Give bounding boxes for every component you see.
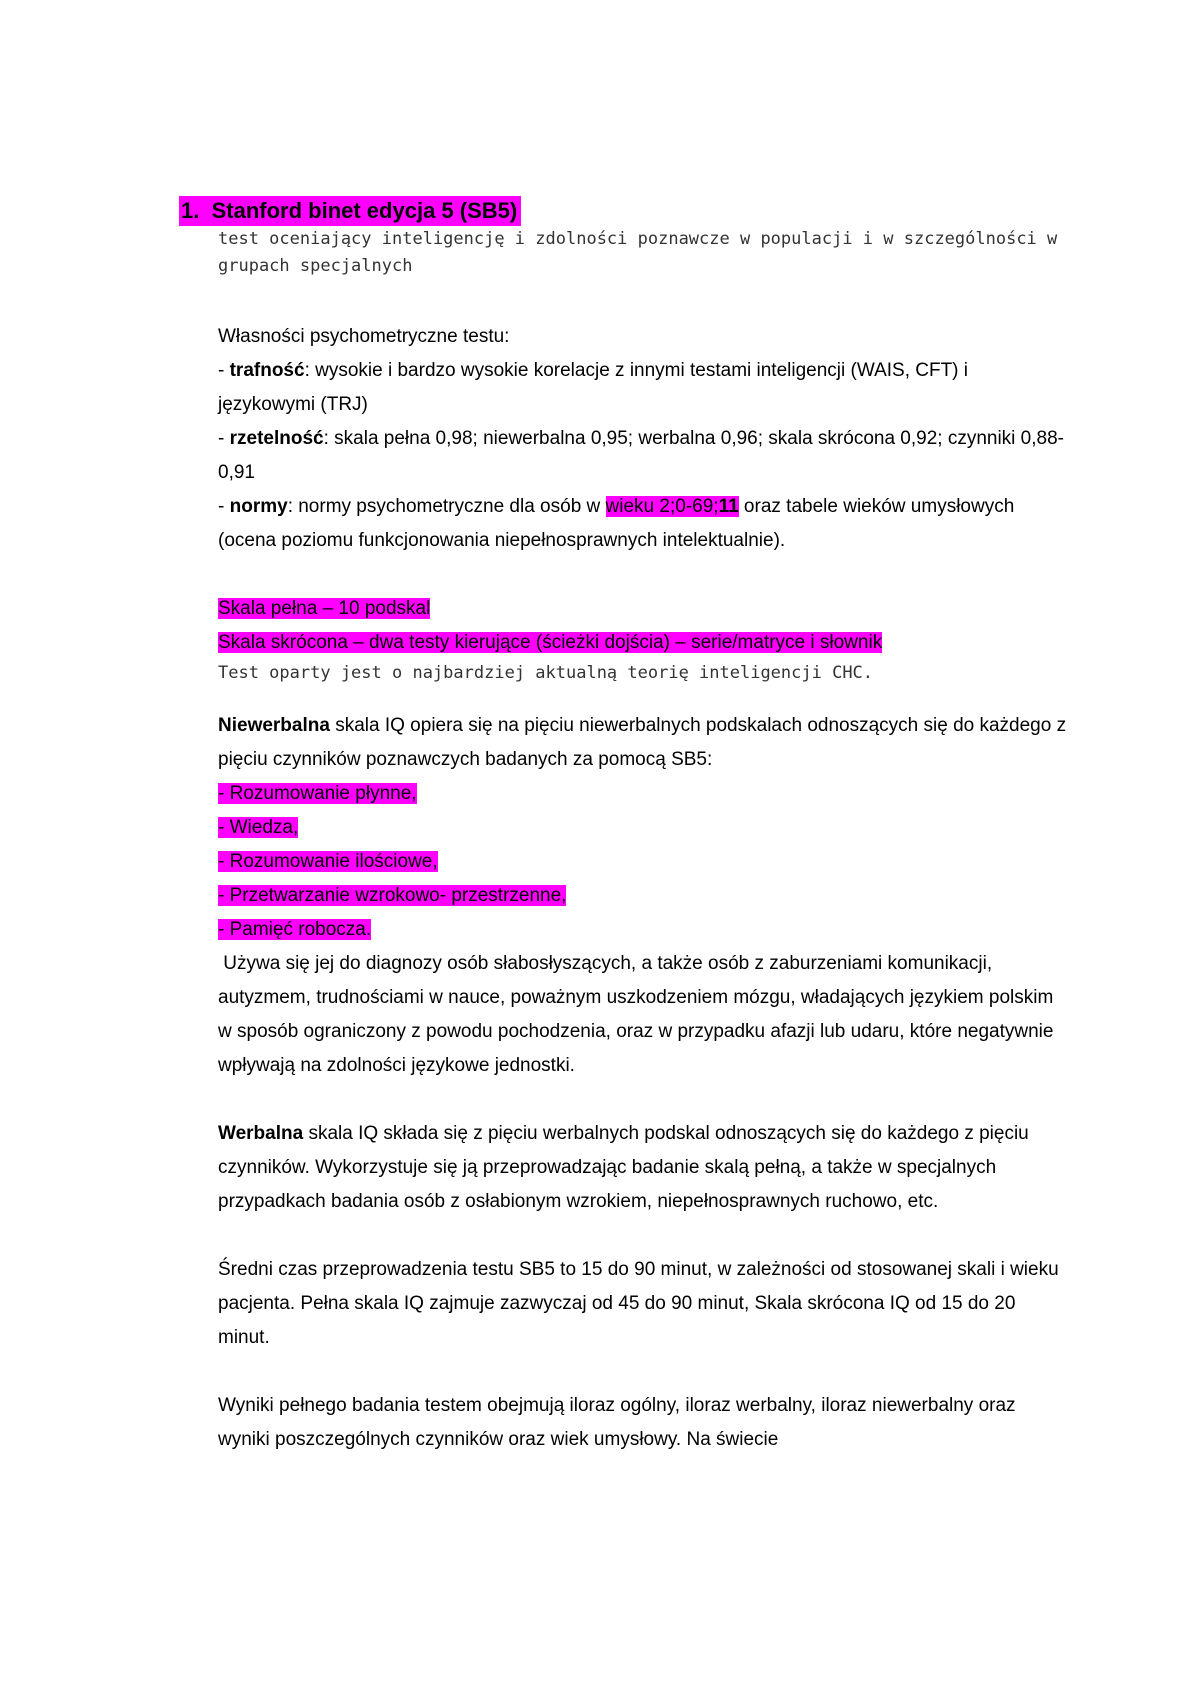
trafnosc-text: : wysokie i bardzo wysokie korelacje z innymi testami inteligencji (WAIS, CFT) i językowymi (TRJ) xyxy=(218,360,969,415)
normy-age-highlight: wieku 2;0-69; xyxy=(605,496,719,517)
intro-text: test oceniający inteligencję i zdolności poznawcze w populacji i w szczególności w grupach specjalnych xyxy=(218,229,1058,276)
heading-title: Stanford binet edycja 5 (SB5) xyxy=(211,198,518,223)
normy-age-highlight-bold: 11 xyxy=(718,496,739,517)
rzetelnosc-text: : skala pełna 0,98; niewerbalna 0,95; werbalna 0,96; skala skrócona 0,92; czynniki 0,88-0,91 xyxy=(218,428,1064,483)
verbal-text: skala IQ składa się z pięciu werbalnych podskal odnoszących się do każdego z pięciu czynników. Wykorzystuje się ją przeprowadzając badanie skalą pełną, a także w specjalnych przypadkach badania osób z osłabionym wzrokiem, niepełnosprawnych ruchowo, etc. xyxy=(218,1123,1029,1212)
normy-text-a: : normy psychometryczne dla osób w xyxy=(287,496,606,517)
trafnosc-label: trafność xyxy=(229,360,305,381)
property-rzetelnosc: - rzetelność: skala pełna 0,98; niewerbalna 0,95; werbalna 0,96; skala skrócona 0,92; czynniki 0,88-0,91 xyxy=(218,428,1064,483)
list-item: - Rozumowanie płynne, xyxy=(218,783,417,804)
normy-text-b: oraz tabele wieków umysłowych (ocena poziomu funkcjonowania niepełnosprawnych intelektualnie). xyxy=(218,496,1015,551)
nonverbal-paragraph xyxy=(218,709,1068,777)
scale-short: Skala skrócona – dwa testy kierujące (ścieżki dojścia) – serie/matryce i słownik xyxy=(218,632,883,653)
property-normy: - normy: normy psychometryczne dla osób w wieku 2;0-69;11 oraz tabele wieków umysłowych (ocena poziomu funkcjonowania niepełnosprawnych intelektualnie). xyxy=(218,496,1015,551)
verbal-paragraph xyxy=(218,1117,1068,1219)
time-paragraph: Średni czas przeprowadzenia testu SB5 to 15 do 90 minut, w zależności od stosowanej skali i wieku pacjenta. Pełna skala IQ zajmuje zazwyczaj od 45 do 90 minut, Skala skrócona IQ od 15 do 20 minut. xyxy=(218,1259,1059,1348)
rzetelnosc-label: rzetelność xyxy=(229,428,324,449)
properties-title: Własności psychometryczne testu: xyxy=(218,326,510,347)
list-item: - Pamięć robocza. xyxy=(218,919,372,940)
nonverbal-text: skala IQ opiera się na pięciu niewerbalnych podskalach odnoszących się do każdego z pięciu czynników poznawczych badanych za pomocą SB5: xyxy=(218,715,1067,770)
property-trafnosc: - trafność: wysokie i bardzo wysokie korelacje z innymi testami inteligencji (WAIS, CFT) i językowymi (TRJ) xyxy=(218,360,969,415)
verbal-label: Werbalna xyxy=(218,1123,304,1144)
list-item: - Przetwarzanie wzrokowo- przestrzenne, xyxy=(218,885,567,906)
nonverbal-label: Niewerbalna xyxy=(218,715,330,736)
document-body xyxy=(218,196,1068,1457)
nonverbal-usage: Używa się jej do diagnozy osób słabosłyszących, a także osób z zaburzeniami komunikacji, autyzmem, trudnościami w nauce, poważnym uszkodzeniem mózgu, władających językiem polskim w sposób ograniczony z powodu pochodzenia, oraz w przypadku afazji lub udaru, które negatywnie wpływają na zdolności językowe jednostki. xyxy=(218,953,1059,1076)
normy-label: normy xyxy=(229,496,288,517)
results-paragraph: Wyniki pełnego badania testem obejmują iloraz ogólny, iloraz werbalny, iloraz niewerbalny oraz wyniki poszczególnych czynników oraz wiek umysłowy. Na świecie xyxy=(218,1395,1016,1450)
scale-full: Skala pełna – 10 podskal xyxy=(218,598,431,619)
theory-text: Test oparty jest o najbardziej aktualną teorię inteligencji CHC. xyxy=(218,663,874,683)
list-item: - Wiedza, xyxy=(218,817,299,838)
list-item: - Rozumowanie ilościowe, xyxy=(218,851,438,872)
heading-number: 1. xyxy=(181,198,200,223)
